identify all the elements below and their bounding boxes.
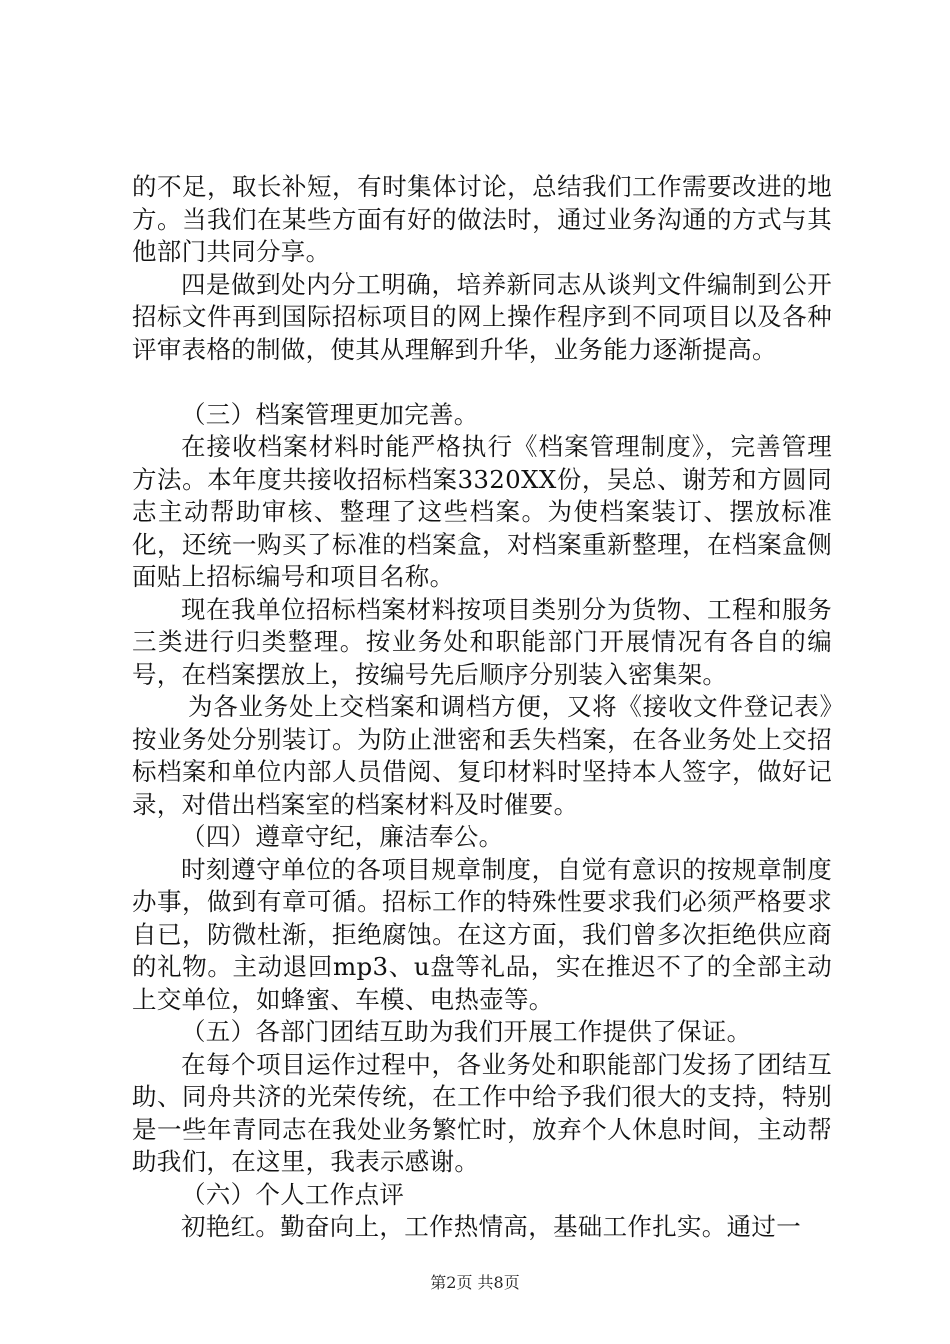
paragraph-continuation: 的不足，取长补短，有时集体讨论，总结我们工作需要改进的地方。当我们在某些方面有好的做法时，通过业务沟通的方式与其他部门共同分享。	[132, 172, 832, 266]
paragraph-archives-classification: 现在我单位招标档案材料按项目类别分为货物、工程和服务三类进行归类整理。按业务处和职能部门开展情况有各自的编号，在档案摆放上，按编号先后顺序分别装入密集架。	[132, 594, 832, 689]
paragraph-archives-binding: 为各业务处上交档案和调档方便，又将《接收文件登记表》按业务处分别装订。为防止泄密和丢失档案，在各业务处上交招标档案和单位内部人员借阅、复印材料时坚持本人签字，做好记录，对借出档案室的档案材料及时催要。	[132, 692, 832, 819]
paragraph-spacer	[132, 366, 832, 399]
section-heading-review: （六）个人工作点评	[181, 1179, 405, 1209]
document-body	[132, 171, 832, 1244]
section-heading-archives: （三）档案管理更加完善。	[181, 399, 479, 429]
paragraph-discipline: 时刻遵守单位的各项目规章制度，自觉有意识的按规章制度办事，做到有章可循。招标工作的特殊性要求我们必须严格要求自已，防微杜渐，拒绝腐蚀。在这方面，我们曾多次拒绝供应商的礼物。主动退回mp3、u盘等礼品，实在推迟不了的全部主动上交单位，如蜂蜜、车模、电热壶等。	[132, 854, 832, 1014]
section-heading-teamwork: （五）各部门团结互助为我们开展工作提供了保证。	[181, 1017, 752, 1046]
paragraph-teamwork: 在每个项目运作过程中，各业务处和职能部门发扬了团结互助、同舟共济的光荣传统，在工作中给予我们很大的支持，特别是一些年青同志在我处业务繁忙时，放弃个人休息时间，主动帮助我们，在这里，我表示感谢。	[132, 1049, 832, 1176]
paragraph-item-four: 四是做到处内分工明确，培养新同志从谈判文件编制到公开招标文件再到国际招标项目的网上操作程序到不同项目以及各种评审表格的制做，使其从理解到升华，业务能力逐渐提高。	[132, 269, 832, 364]
paragraph-review: 初艳红。勤奋向上，工作热情高，基础工作扎实。通过一	[181, 1212, 801, 1241]
paragraph-archives-receipt: 在接收档案材料时能严格执行《档案管理制度》，完善管理方法。本年度共接收招标档案3320XX份，吴总、谢芳和方圆同志主动帮助审核、整理了这些档案。为使档案装订、摆放标准化，还统一购买了标准的档案盒，对档案重新整理，在档案盒侧面贴上招标编号和项目名称。	[132, 432, 832, 591]
page-number-footer: 第2页 共8页	[430, 1273, 520, 1292]
section-heading-discipline: （四）遵章守纪，廉洁奉公。	[181, 822, 504, 851]
